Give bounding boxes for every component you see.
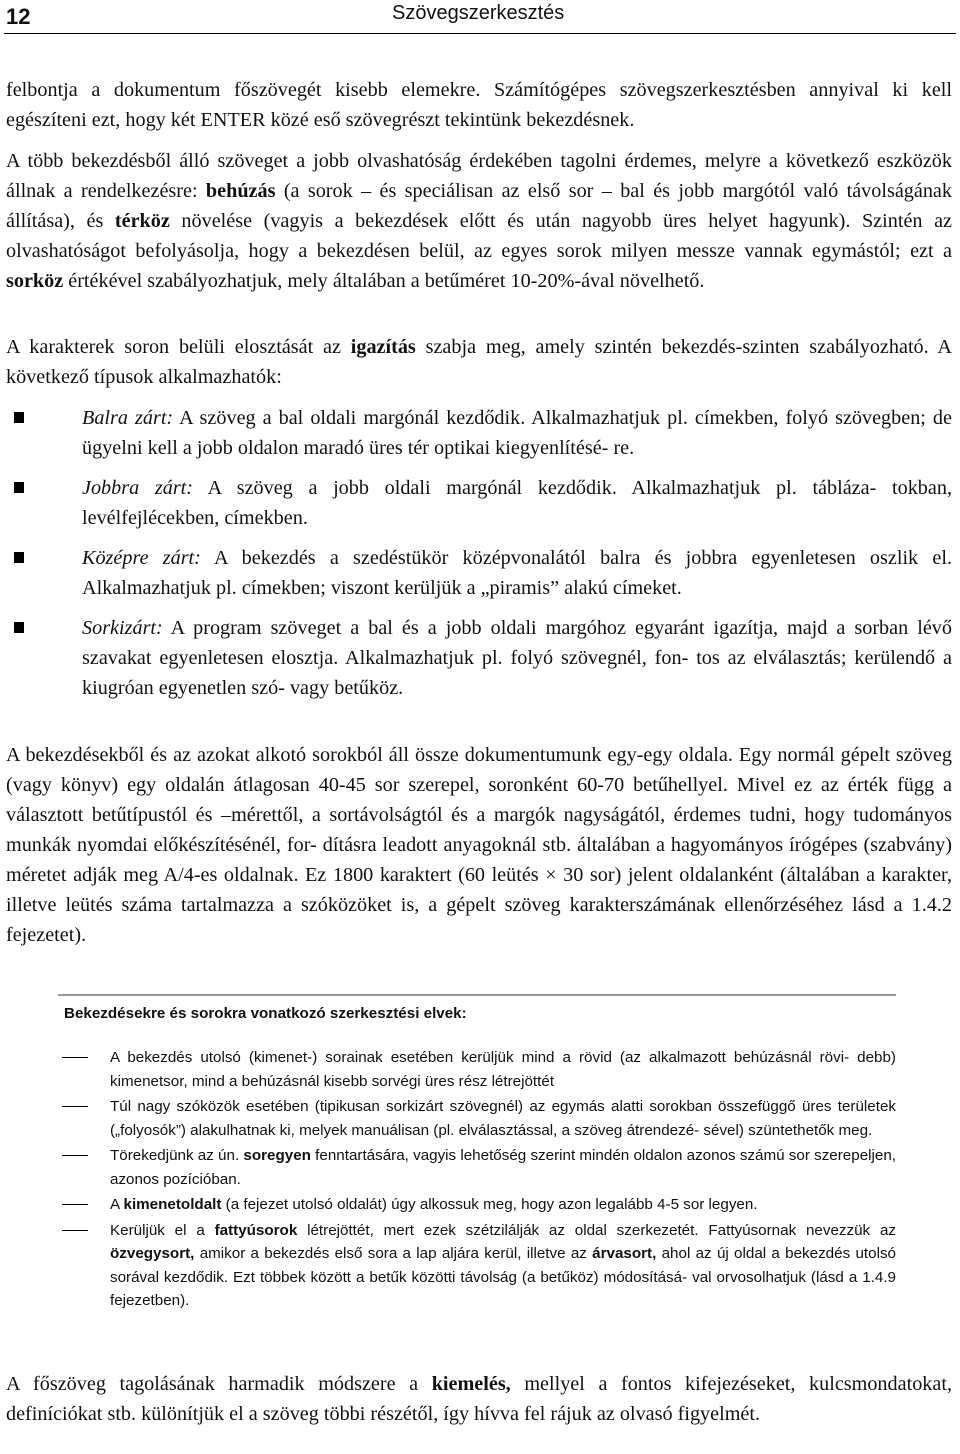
square-bullet-icon — [14, 552, 24, 563]
guidelines-list — [58, 1046, 896, 1315]
dash-bullet-icon — [62, 1204, 88, 1205]
paragraph-emphasis: A főszöveg tagolásának harmadik módszere a kiemelés, mellyel a fontos kifejezéseket, kulcsmondatokat, definíciókat stb. különítjük el a szöveg többi részétől, így hívva fel rájuk az olvasó figyelmét. — [6, 1373, 952, 1425]
list-item: A bekezdés utolsó (kimenet-) sorainak esetében kerüljük mind a rövid (az alkalmazott behúzásnál rövi- debb) kimenetsor, mind a behúzásnál kisebb sorvégi üres rész létrejöttét — [58, 1046, 896, 1093]
list-item: A kimenetoldalt (a fejezet utolsó oldalát) úgy alkossuk meg, hogy azon legalább 4-5 sor legyen. — [58, 1193, 896, 1217]
header-rule — [4, 33, 956, 34]
list-item: Középre zárt: A bekezdés a szedéstükör középvonalától balra és jobbra egyenletesen oszlik el. Alkalmazhatjuk pl. címekben; viszont kerüljük a „piramis” alakú címeket. — [6, 543, 952, 603]
paragraph-page-layout: A bekezdésekből és az azokat alkotó sorokból áll össze dokumentumunk egy-egy oldala. Egy normál gépelt szöveg (vagy könyv) egy oldalán átlagosan 40-45 sor szerepel, soronként 60-70 betűhellyel. Mivel ez az érték függ a választott betűtípustól és –mérettől, a sortávolságtól és a margók nagyságától, érdemes tudni, hogy tudományos munkák nyomdai előkészítésénél, for- dításra leadott anyagoknál stb. általában a hagyományos írógépes (szabvány) méretet adják meg A/4-es oldalnak. Ez 1800 karaktert (60 leütés × 30 sor) jelent oldalanként (általában a karakter, illetve leütés száma tartalmazza a szóközöket is, a gépelt szöveg karakterszámának ellenőrzéséhez lásd a 1.4.2 fejezetet). — [6, 744, 952, 946]
paragraph-intro: felbontja a dokumentum főszövegét kisebb elemekre. Számítógépes szövegszerkesztésben annyival ki kell egészíteni ezt, hogy két ENTER közé eső szövegrészt tekintünk bekezdésnek. — [6, 79, 952, 131]
dash-bullet-icon — [62, 1106, 88, 1107]
square-bullet-icon — [14, 622, 24, 633]
paragraph-structuring: A több bekezdésből álló szöveget a jobb olvashatóság érdekében tagolni érdemes, melyre a következő eszközök állnak a rendelkezésre: behúzás (a sorok – és speciálisan az első sor – bal és jobb margótól való távolságának állítása), és térköz növelése (vagyis a bekezdések előtt és után nagyobb üres helyet hagyunk). Szintén az olvashatóságot befolyásolja, hogy a bekezdésen belül, az egyes sorok milyen messze vannak egymástól; ezt a sorköz értékével szabályozhatjuk, mely általában a betűméret 10-20%-ával növelhető. — [6, 150, 952, 292]
dash-bullet-icon — [62, 1057, 88, 1058]
term-sorkoz: sorköz — [6, 270, 64, 292]
item-term: Középre zárt: — [82, 547, 201, 569]
term-fattyusor: fattyúsorok — [214, 1221, 298, 1239]
guidelines-box — [58, 994, 896, 1352]
list-item: Sorkizárt: A program szöveget a bal és a jobb oldali margóhoz egyaránt igazítja, majd a sorban lévő szavakat egyenletesen elosztja. Alkalmazhatjuk pl. folyó szövegnél, fon- tos az elválasztás; kerülendő a kiugróan egyenetlen szó- vagy betűköz. — [6, 613, 952, 703]
box-title: Bekezdésekre és sorokra vonatkozó szerkesztési elvek: — [64, 1005, 467, 1022]
paragraph-alignment: A karakterek soron belüli elosztását az igazítás szabja meg, amely szintén bekezdés-szinten szabályozható. A következő típusok alkalmazhatók: — [6, 336, 952, 388]
term-behuzas: behúzás — [205, 180, 276, 202]
page-header — [0, 0, 960, 34]
term-arvasor: árvasort, — [592, 1245, 657, 1262]
term-kiemeles: kiemelés, — [431, 1373, 511, 1395]
item-term: Jobbra zárt: — [82, 477, 194, 499]
item-term: Sorkizárt: — [82, 617, 163, 639]
dash-bullet-icon — [62, 1155, 88, 1156]
alignment-list — [6, 403, 952, 703]
term-soregyen: soregyen — [243, 1147, 311, 1164]
item-term: Balra zárt: — [82, 407, 174, 429]
list-item: Balra zárt: A szöveg a bal oldali margónál kezdődik. Alkalmazhatjuk pl. címekben, folyó szövegben; de ügyelni kell a jobb oldalon maradó üres tér optikai kiegyenlítésé- re. — [6, 403, 952, 463]
term-kimenetoldal: kimenetoldalt — [123, 1196, 222, 1213]
term-igazitas: igazítás — [350, 336, 416, 358]
term-terkoz: térköz — [114, 210, 170, 232]
list-item: Törekedjünk az ún. soregyen fenntartására, vagyis lehetőség szerint mindén oldalon azonos számú sor szerepeljen, azonos pozícióban. — [58, 1144, 896, 1191]
term-ozvegysor: özvegysort, — [110, 1245, 195, 1262]
list-item: Jobbra zárt: A szöveg a jobb oldali margónál kezdődik. Alkalmazhatjuk pl. tábláza- tokban, levélfejlécekben, címekben. — [6, 473, 952, 533]
square-bullet-icon — [14, 482, 24, 493]
square-bullet-icon — [14, 412, 24, 423]
list-item: Kerüljük el a fattyúsorok létrejöttét, mert ezek szétzilálják az oldal szerkezetét. Fattyúsornak nevezzük az özvegysort, amikor a bekezdés első sora a lap aljára kerül, illetve az árvasort, ahol az új oldal a bekezdés utolsó sorával kezdődik. Ezt többek között a betűk közötti távolság (a betűköz) módosításá- val orvosolhatjuk (lásd a 1.4.9 fejezetben). — [58, 1219, 896, 1313]
running-title: Szövegszerkesztés — [392, 2, 565, 24]
list-item: Túl nagy szóközök esetében (tipikusan sorkizárt szövegnél) az egymás alatti sorokban összefüggő üres területek („folyosók”) alakulhatnak ki, melyek manuálisan (pl. elválasztással, a szöveg átrendezé- sével) szüntethetők meg. — [58, 1095, 896, 1142]
page-number: 12 — [6, 4, 31, 29]
dash-bullet-icon — [62, 1230, 88, 1231]
